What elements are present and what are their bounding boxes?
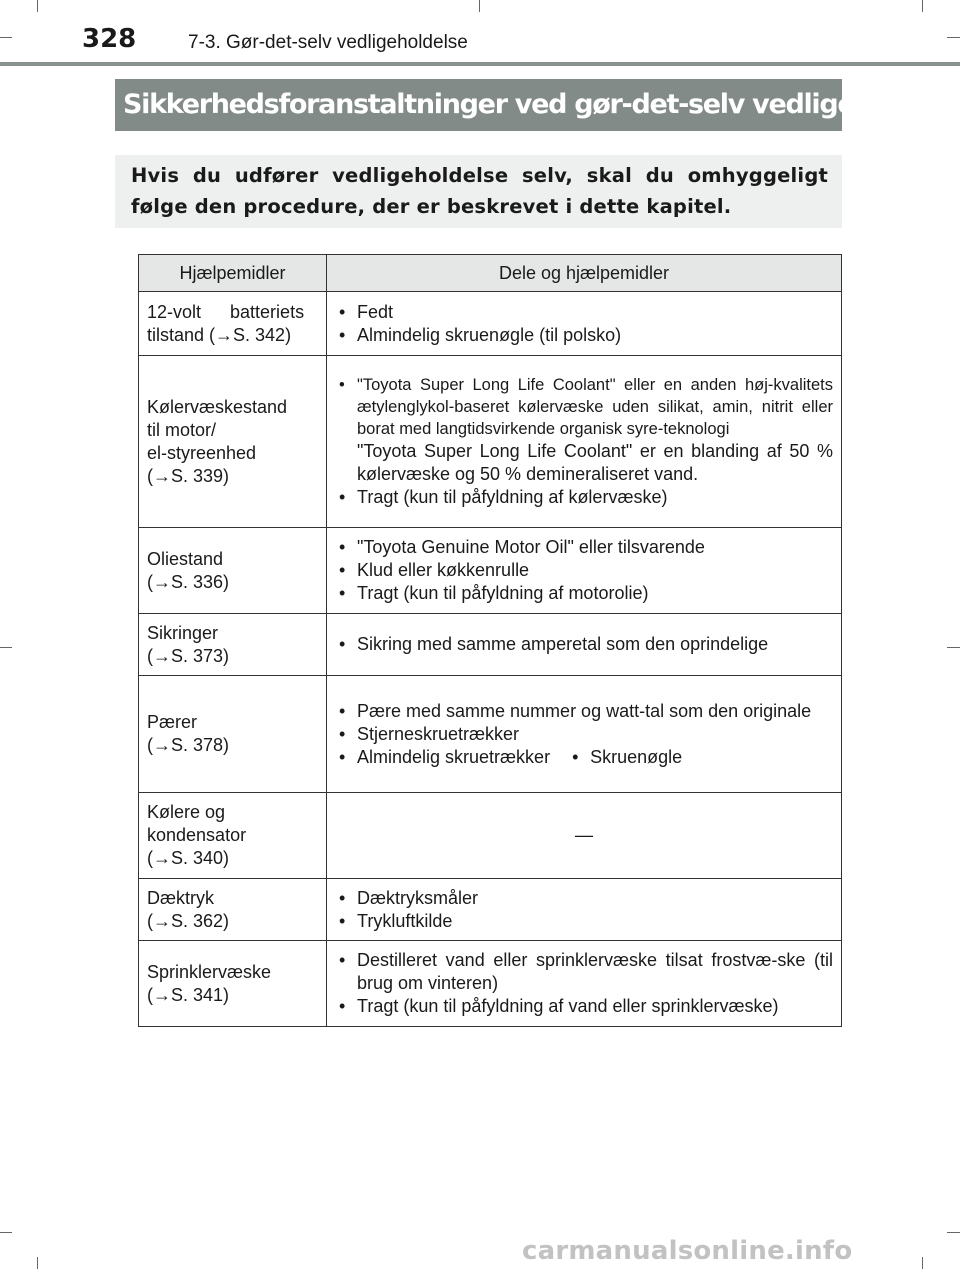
label-line: el-styreenhed (147, 442, 257, 463)
crop-mark (947, 647, 960, 648)
list-item: • Destilleret vand eller sprinklervæske tilsat frostvæ-ske (til brug om vinteren) (335, 949, 833, 995)
row-items (327, 793, 842, 879)
label-line: Sprinklervæske (147, 961, 272, 982)
intro-box: Hvis du udfører vedligeholdelse selv, skal du omhyggeligt følge den procedure, der er beskrevet i dette kapitel. (115, 155, 842, 228)
tools-table (138, 254, 842, 1027)
column-header-parts: Dele og hjælpemidler (327, 255, 842, 292)
list-item: • Trykluftkilde (335, 910, 833, 933)
row-items (327, 676, 842, 793)
label-line: til motor/ (147, 419, 217, 440)
crop-mark (922, 1257, 923, 1269)
label-line: Kølervæskestand (147, 396, 288, 417)
crop-mark (922, 0, 923, 12)
crop-mark (37, 0, 38, 12)
label-line: Kølere og (147, 802, 226, 822)
list-item: • "Toyota Genuine Motor Oil" eller tilsvarende (335, 536, 833, 559)
row-label (139, 793, 327, 879)
header-divider (0, 62, 960, 66)
empty-dash: — (575, 825, 593, 845)
row-label (139, 676, 327, 793)
crop-mark (0, 647, 12, 648)
row-label (139, 528, 327, 614)
list-item: • Skruenøgle (568, 746, 682, 769)
label-line: (→S. 340) (147, 848, 230, 868)
label-line: (→S. 341) (147, 984, 230, 1005)
crop-mark (0, 37, 12, 38)
label-line: (→S. 336) (147, 571, 230, 592)
label-line: (→S. 339) (147, 465, 230, 486)
row-items (327, 528, 842, 614)
label-line: Dæktryk (147, 887, 214, 908)
row-items (327, 292, 842, 356)
crop-mark (37, 1257, 38, 1269)
table-row (139, 356, 842, 528)
crop-mark (479, 0, 480, 12)
label-line: (→S. 373) (147, 645, 230, 666)
list-item: • Fedt (335, 301, 833, 324)
table-header-row (139, 255, 842, 292)
list-item: • Pære med samme nummer og watt-tal som den originale (335, 700, 833, 723)
row-label (139, 614, 327, 676)
column-header-tools: Hjælpemidler (139, 255, 327, 292)
list-item: • Sikring med samme amperetal som den oprindelige (335, 633, 833, 656)
list-item: • Tragt (kun til påfyldning af vand eller sprinklervæske) (335, 995, 833, 1018)
watermark: carmanualsonline.info (522, 1236, 853, 1266)
label-line: tilstand (→S. 342) (147, 324, 292, 345)
list-item: • Tragt (kun til påfyldning af kølervæske) (335, 486, 833, 509)
page-number: 328 (82, 24, 137, 54)
list-item: • Almindelig skruetrækker (335, 746, 550, 769)
list-item: • Dæktryksmåler (335, 887, 833, 910)
label-line: (→S. 362) (147, 910, 230, 931)
row-items (327, 614, 842, 676)
table-row (139, 941, 842, 1027)
list-item: • Almindelig skruenøgle (til polsko) (335, 324, 833, 347)
table-row (139, 793, 842, 879)
row-label (139, 879, 327, 941)
section-title: Sikkerhedsforanstaltninger ved gør-det-selv vedligeholdelse (115, 79, 842, 131)
label-text: 12-volt batteriets (147, 301, 305, 322)
table-row (139, 528, 842, 614)
table-row (139, 292, 842, 356)
list-item-continuation: "Toyota Super Long Life Coolant" er en blanding af 50 % kølervæske og 50 % demineraliseret vand. (357, 441, 833, 484)
crop-mark (947, 1232, 960, 1233)
row-label (139, 292, 327, 356)
list-item: • Klud eller køkkenrulle (335, 559, 833, 582)
list-item: • Stjerneskruetrækker (335, 723, 833, 746)
list-item: • "Toyota Super Long Life Coolant" eller en anden høj-kvalitets ætylenglykol-baseret kølervæske uden silikat, amin, nitrit eller borat med langtidsvirkende organisk syre-teknologi (335, 374, 833, 440)
table-row (139, 676, 842, 793)
label-line: Sikringer (147, 622, 219, 643)
row-label (139, 941, 327, 1027)
table-row (139, 879, 842, 941)
crop-mark (0, 1232, 12, 1233)
label-line: Oliestand (147, 548, 224, 569)
row-items (327, 356, 842, 528)
label-line: Pærer (147, 712, 198, 732)
list-item: • Tragt (kun til påfyldning af motorolie) (335, 582, 833, 605)
row-items (327, 879, 842, 941)
chapter-heading: 7-3. Gør-det-selv vedligeholdelse (188, 32, 468, 53)
label-line: kondensator (147, 825, 247, 845)
table-row (139, 614, 842, 676)
crop-mark (947, 37, 960, 38)
row-items (327, 941, 842, 1027)
label-line (147, 301, 318, 324)
row-label (139, 356, 327, 528)
list-item-pair (335, 746, 833, 769)
label-line: (→S. 378) (147, 735, 230, 755)
